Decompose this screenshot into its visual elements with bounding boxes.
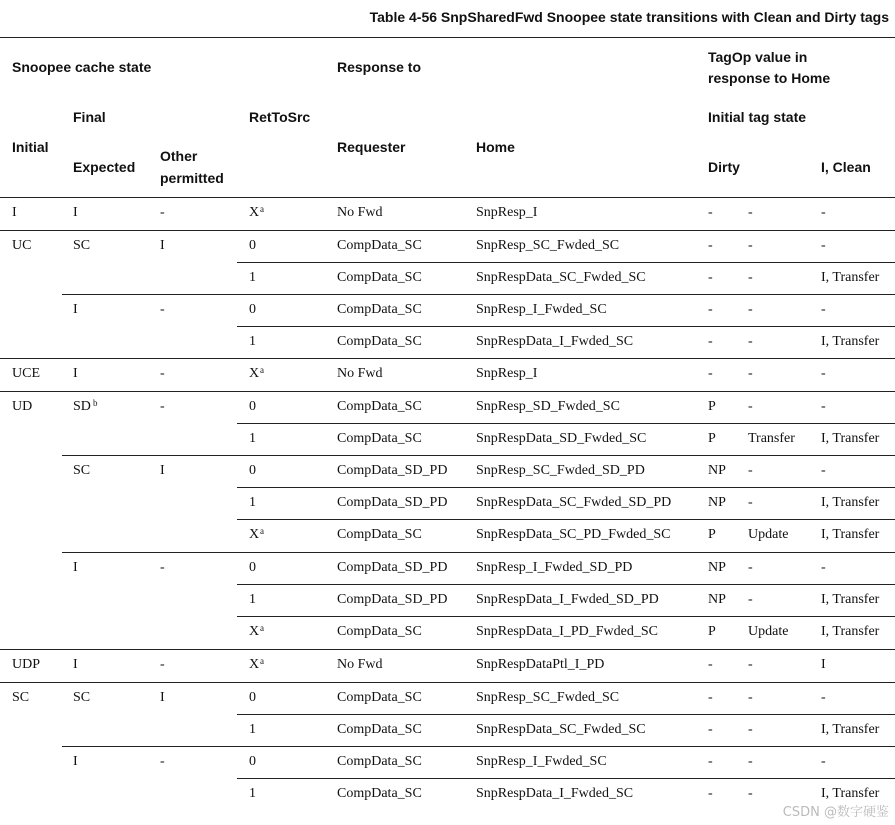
cell-ret: 1 xyxy=(249,722,256,737)
cell-ic: I, Transfer xyxy=(821,786,880,801)
cell-initial: UC xyxy=(12,238,32,253)
row-divider xyxy=(237,262,895,263)
cell-req: CompData_SD_PD xyxy=(337,592,448,607)
header-requester: Requester xyxy=(337,139,406,155)
cell-ret: X xyxy=(249,624,260,639)
cell-d2: - xyxy=(748,592,753,607)
cell-ret: 0 xyxy=(249,238,256,253)
row-divider xyxy=(0,649,895,650)
cell-expected: SC xyxy=(73,690,91,705)
cell-d1: - xyxy=(708,270,713,285)
cell-ret: 0 xyxy=(249,399,256,414)
cell-ret: 1 xyxy=(249,270,256,285)
cell-ic: I, Transfer xyxy=(821,722,880,737)
cell-expected: SC xyxy=(73,238,91,253)
cell-d2: - xyxy=(748,690,753,705)
cell-ret: 1 xyxy=(249,495,256,510)
cell-ret: 1 xyxy=(249,334,256,349)
row-divider xyxy=(237,616,895,617)
cell-d1: NP xyxy=(708,495,726,510)
cell-other: - xyxy=(160,205,165,220)
cell-other: - xyxy=(160,399,165,414)
cell-ic: - xyxy=(821,238,826,253)
row-divider xyxy=(237,778,895,779)
cell-ic: - xyxy=(821,463,826,478)
row-divider xyxy=(62,455,895,456)
cell-d2: - xyxy=(748,560,753,575)
cell-d1: - xyxy=(708,238,713,253)
cell-home: SnpRespDataPtl_I_PD xyxy=(476,657,605,672)
cell-initial: SC xyxy=(12,690,30,705)
cell-ret: X xyxy=(249,205,260,220)
cell-d1: - xyxy=(708,690,713,705)
cell-other: I xyxy=(160,238,165,253)
cell-d2: - xyxy=(748,205,753,220)
cell-req: CompData_SC xyxy=(337,399,422,414)
row-divider xyxy=(0,682,895,683)
row-divider xyxy=(62,552,895,553)
cell-d2: - xyxy=(748,754,753,769)
header-home: Home xyxy=(476,139,515,155)
cell-req: No Fwd xyxy=(337,205,383,220)
row-divider xyxy=(237,584,895,585)
cell-req: CompData_SD_PD xyxy=(337,495,448,510)
cell-expected: I xyxy=(73,657,78,672)
header-dirty: Dirty xyxy=(708,159,740,175)
cell-d1: - xyxy=(708,657,713,672)
cell-other: - xyxy=(160,366,165,381)
cell-home: SnpResp_I_Fwded_SC xyxy=(476,754,607,769)
cell-other: - xyxy=(160,302,165,317)
cell-d2: - xyxy=(748,786,753,801)
header-bottom-rule xyxy=(0,197,895,198)
cell-d1: NP xyxy=(708,560,726,575)
cell-expected: I xyxy=(73,560,78,575)
cell-expected: I xyxy=(73,302,78,317)
cell-ic: - xyxy=(821,690,826,705)
cell-req: CompData_SC xyxy=(337,238,422,253)
cell-d2: - xyxy=(748,399,753,414)
footnote-marker: a xyxy=(260,365,264,375)
header-final: Final xyxy=(73,109,106,125)
header-tagop-line2: response to Home xyxy=(708,70,831,86)
row-divider xyxy=(0,230,895,231)
cell-home: SnpResp_I_Fwded_SD_PD xyxy=(476,560,633,575)
cell-req: CompData_SC xyxy=(337,302,422,317)
cell-home: SnpRespData_SC_Fwded_SD_PD xyxy=(476,495,672,510)
cell-ic: I, Transfer xyxy=(821,270,880,285)
cell-home: SnpRespData_I_Fwded_SD_PD xyxy=(476,592,659,607)
row-divider xyxy=(0,391,895,392)
cell-d1: - xyxy=(708,786,713,801)
header-top-rule xyxy=(0,37,895,38)
row-divider xyxy=(62,746,895,747)
cell-ret: 1 xyxy=(249,431,256,446)
cell-home: SnpResp_SC_Fwded_SC xyxy=(476,690,620,705)
cell-d1: - xyxy=(708,366,713,381)
cell-d2: - xyxy=(748,657,753,672)
cell-other: I xyxy=(160,463,165,478)
header-response-to: Response to xyxy=(337,59,422,75)
cell-ret: X xyxy=(249,657,260,672)
cell-ic: - xyxy=(821,399,826,414)
cell-home: SnpRespData_SC_Fwded_SC xyxy=(476,722,646,737)
cell-ret: X xyxy=(249,366,260,381)
watermark: CSDN @数字硬鉴 xyxy=(782,805,889,820)
cell-d1: NP xyxy=(708,463,726,478)
cell-ret: 0 xyxy=(249,463,256,478)
cell-d2: Update xyxy=(748,527,789,542)
cell-home: SnpRespData_I_Fwded_SC xyxy=(476,786,634,801)
cell-ic: I xyxy=(821,657,826,672)
cell-d1: P xyxy=(708,527,716,542)
cell-req: CompData_SC xyxy=(337,786,422,801)
header-snoopee-cache-state: Snoopee cache state xyxy=(12,59,152,75)
cell-ic: - xyxy=(821,366,826,381)
cell-req: No Fwd xyxy=(337,366,383,381)
cell-d1: NP xyxy=(708,592,726,607)
cell-ic: I, Transfer xyxy=(821,527,880,542)
cell-d2: - xyxy=(748,334,753,349)
row-divider xyxy=(237,326,895,327)
cell-home: SnpResp_I xyxy=(476,366,538,381)
cell-expected: SD xyxy=(73,399,91,414)
cell-initial: UD xyxy=(12,399,33,414)
cell-req: CompData_SC xyxy=(337,334,422,349)
row-divider xyxy=(237,519,895,520)
cell-ret: 1 xyxy=(249,786,256,801)
cell-req: CompData_SC xyxy=(337,270,422,285)
row-divider xyxy=(237,487,895,488)
cell-initial: I xyxy=(12,205,17,220)
cell-req: CompData_SC xyxy=(337,690,422,705)
row-divider xyxy=(62,294,895,295)
cell-ic: - xyxy=(821,205,826,220)
cell-ic: I, Transfer xyxy=(821,334,880,349)
header-expected: Expected xyxy=(73,159,136,175)
cell-req: CompData_SD_PD xyxy=(337,560,448,575)
header-tagop-line1: TagOp value in xyxy=(708,49,808,65)
cell-d1: - xyxy=(708,334,713,349)
cell-d1: - xyxy=(708,754,713,769)
row-divider xyxy=(0,358,895,359)
cell-req: CompData_SC xyxy=(337,431,422,446)
cell-home: SnpResp_SC_Fwded_SD_PD xyxy=(476,463,645,478)
cell-d2: - xyxy=(748,270,753,285)
cell-home: SnpResp_SC_Fwded_SC xyxy=(476,238,620,253)
cell-home: SnpRespData_SC_PD_Fwded_SC xyxy=(476,527,671,542)
cell-req: No Fwd xyxy=(337,657,383,672)
cell-d1: - xyxy=(708,722,713,737)
cell-other: - xyxy=(160,657,165,672)
cell-ic: I, Transfer xyxy=(821,624,880,639)
cell-other: I xyxy=(160,690,165,705)
cell-d2: Transfer xyxy=(748,431,795,446)
cell-d1: - xyxy=(708,205,713,220)
cell-d1: P xyxy=(708,431,716,446)
cell-ic: I, Transfer xyxy=(821,431,880,446)
cell-initial: UCE xyxy=(12,366,40,381)
cell-home: SnpRespData_I_PD_Fwded_SC xyxy=(476,624,659,639)
cell-ret: 0 xyxy=(249,754,256,769)
cell-req: CompData_SC xyxy=(337,624,422,639)
cell-expected: SC xyxy=(73,463,91,478)
cell-ret: 0 xyxy=(249,560,256,575)
cell-d2: - xyxy=(748,463,753,478)
header-initial: Initial xyxy=(12,139,49,155)
cell-home: SnpRespData_SD_Fwded_SC xyxy=(476,431,647,446)
cell-d2: - xyxy=(748,238,753,253)
cell-initial: UDP xyxy=(12,657,41,672)
header-initial-tag-state: Initial tag state xyxy=(708,109,807,125)
cell-home: SnpRespData_SC_Fwded_SC xyxy=(476,270,646,285)
cell-d1: P xyxy=(708,399,716,414)
cell-expected: I xyxy=(73,205,78,220)
header-rettosrc: RetToSrc xyxy=(249,109,311,125)
cell-d2: - xyxy=(748,495,753,510)
footnote-marker: a xyxy=(260,204,264,214)
cell-ic: I, Transfer xyxy=(821,495,880,510)
cell-other: - xyxy=(160,560,165,575)
cell-ret: 0 xyxy=(249,690,256,705)
table-caption: Table 4-56 SnpSharedFwd Snoopee state transitions with Clean and Dirty tags xyxy=(369,9,889,25)
cell-ret: X xyxy=(249,527,260,542)
cell-d1: P xyxy=(708,624,716,639)
cell-req: CompData_SD_PD xyxy=(337,463,448,478)
cell-home: SnpResp_SD_Fwded_SC xyxy=(476,399,620,414)
footnote-marker: a xyxy=(260,526,264,536)
row-divider xyxy=(237,423,895,424)
cell-d1: - xyxy=(708,302,713,317)
cell-home: SnpResp_I xyxy=(476,205,538,220)
footnote-marker: b xyxy=(93,398,98,408)
cell-home: SnpResp_I_Fwded_SC xyxy=(476,302,607,317)
cell-req: CompData_SC xyxy=(337,722,422,737)
footnote-marker: a xyxy=(260,623,264,633)
cell-req: CompData_SC xyxy=(337,754,422,769)
cell-ret: 0 xyxy=(249,302,256,317)
row-divider xyxy=(237,714,895,715)
cell-expected: I xyxy=(73,754,78,769)
header-iclean: I, Clean xyxy=(821,159,871,175)
cell-ret: 1 xyxy=(249,592,256,607)
cell-ic: I, Transfer xyxy=(821,592,880,607)
footnote-marker: a xyxy=(260,656,264,666)
cell-other: - xyxy=(160,754,165,769)
cell-ic: - xyxy=(821,560,826,575)
header-other-line2: permitted xyxy=(160,170,224,186)
cell-d2: Update xyxy=(748,624,789,639)
cell-d2: - xyxy=(748,302,753,317)
cell-d2: - xyxy=(748,366,753,381)
header-other-line1: Other xyxy=(160,148,198,164)
cell-expected: I xyxy=(73,366,78,381)
cell-home: SnpRespData_I_Fwded_SC xyxy=(476,334,634,349)
cell-ic: - xyxy=(821,754,826,769)
cell-ic: - xyxy=(821,302,826,317)
cell-d2: - xyxy=(748,722,753,737)
cell-req: CompData_SC xyxy=(337,527,422,542)
